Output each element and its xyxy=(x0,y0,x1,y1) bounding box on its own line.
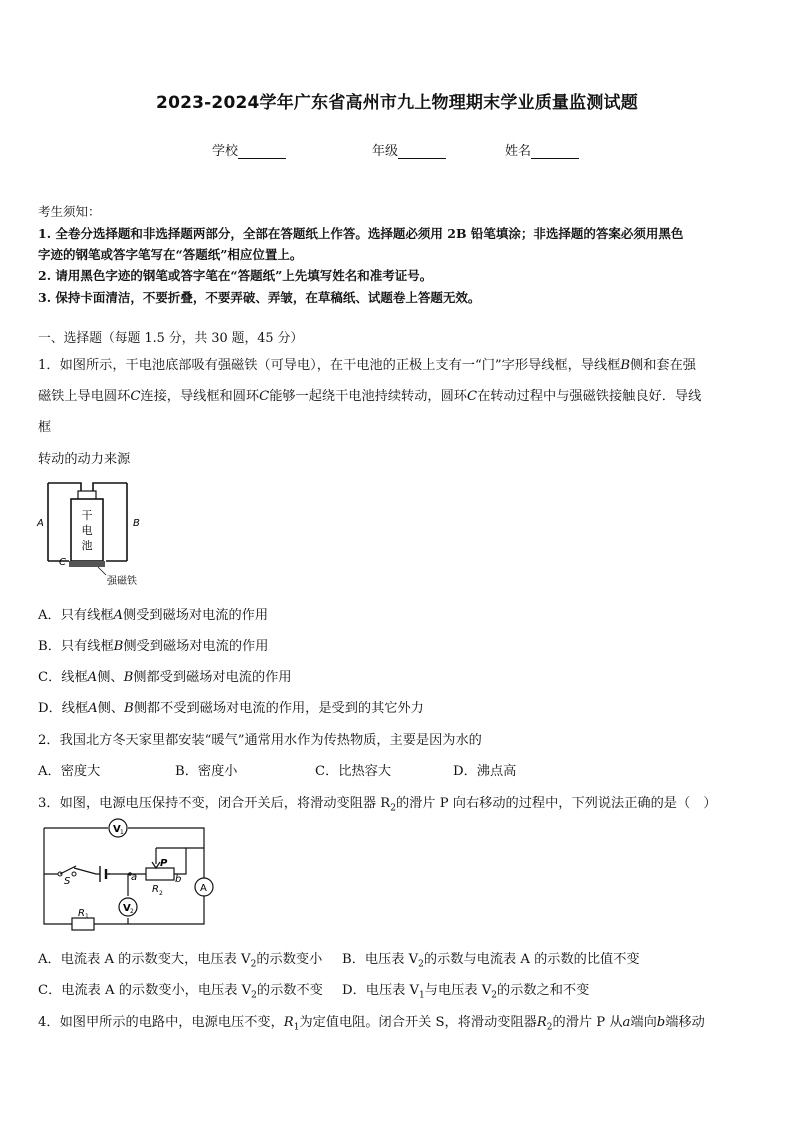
svg-text:V: V xyxy=(123,903,131,914)
label-a: A xyxy=(37,518,44,529)
name-blank[interactable] xyxy=(531,145,579,159)
q3-option-d[interactable]: D．电压表 $V_1$与电压表 $V_2$的示数之和不变 xyxy=(342,983,590,1001)
label-b: B xyxy=(133,518,140,529)
svg-text:2: 2 xyxy=(130,908,134,915)
q2-option-c[interactable]: C．比热容大 xyxy=(315,764,392,779)
q1-line-3: 框 xyxy=(38,420,52,435)
magnet-label: 强磁铁 xyxy=(107,576,137,587)
notice-line-1b: 字迹的钢笔或答字笔写在“答题纸”相应位置上。 xyxy=(38,247,303,262)
q2-option-b[interactable]: B．密度小 xyxy=(175,764,238,779)
q3-option-b[interactable]: B．电压表 $V_2$的示数与电流表 A 的示数的比值不变 xyxy=(342,952,640,970)
page-title: 2023-2024学年广东省高州市九上物理期末学业质量监测试题 xyxy=(156,93,638,113)
svg-text:A: A xyxy=(200,883,207,894)
battery-label-1: 干 xyxy=(81,509,93,522)
q3-option-a[interactable]: A．电流表 A 的示数变大，电压表 $V_2$的示数变小 xyxy=(38,952,323,970)
svg-text:R: R xyxy=(78,908,85,919)
name-field[interactable] xyxy=(505,140,579,159)
q1-option-c[interactable]: C．线框A侧、B侧都受到磁场对电流的作用 xyxy=(38,670,292,685)
resistor-r1 xyxy=(72,918,94,930)
frame-b-wire xyxy=(93,483,127,492)
q4-stem: 4．如图甲所示的电路中，电源电压不变，$R_1$为定值电阻。闭合开关 S，将滑动变阻器$R_2$的滑片 P 从a端向b端移动 xyxy=(38,1015,705,1033)
q1-option-b[interactable]: B．只有线框B侧受到磁场对电流的作用 xyxy=(38,639,269,654)
q2-stem: 2．我国北方冬天家里都安装“暖气”通常用水作为传热物质，主要是因为水的 xyxy=(38,733,482,748)
svg-text:S: S xyxy=(64,876,71,887)
q3-circuit-figure xyxy=(36,818,216,938)
battery-label-3: 池 xyxy=(81,539,93,552)
svg-text:R: R xyxy=(152,884,159,895)
q1-option-a[interactable]: A．只有线框A侧受到磁场对电流的作用 xyxy=(38,608,269,623)
grade-label: 年级 xyxy=(372,144,399,159)
q1-battery-figure xyxy=(34,478,144,590)
svg-text:1: 1 xyxy=(85,913,89,920)
notice-line-3: 3. 保持卡面清洁，不要折叠，不要弄破、弄皱，在草稿纸、试题卷上答题无效。 xyxy=(38,290,481,305)
notice-line-1: 1. 全卷分选择题和非选择题两部分，全部在答题纸上作答。选择题必须用 2B 铅笔填涂；非选择题的答案必须用黑色 xyxy=(38,226,684,241)
q2-option-a[interactable]: A．密度大 xyxy=(38,764,101,779)
grade-field[interactable] xyxy=(372,140,446,159)
svg-text:a: a xyxy=(131,872,138,883)
svg-text:1: 1 xyxy=(120,829,124,836)
q1-line-1: 1．如图所示，干电池底部吸有强磁铁（可导电），在干电池的正极上支有一“门”字形导线框，导线框B侧和套在强 xyxy=(38,358,696,373)
q3-stem: 3．如图，电源电压保持不变，闭合开关后，将滑动变阻器 $R_2$的滑片 P 向右移动的过程中，下列说法正确的是（ ） xyxy=(38,796,717,814)
frame-a-wire xyxy=(48,483,81,492)
notice-line-2: 2. 请用黑色字迹的钢笔或答字笔在“答题纸”上先填写姓名和准考证号。 xyxy=(38,268,433,283)
name-label: 姓名 xyxy=(505,144,532,159)
svg-text:2: 2 xyxy=(159,890,163,897)
notice-heading: 考生须知： xyxy=(38,204,101,219)
svg-text:V: V xyxy=(113,824,121,835)
section-heading: 一、选择题（每题 1.5 分，共 30 题，45 分） xyxy=(38,331,304,346)
q3-option-c[interactable]: C．电流表 A 的示数变小，电压表 $V_2$的示数不变 xyxy=(38,983,323,1001)
grade-blank[interactable] xyxy=(398,145,446,159)
svg-text:P: P xyxy=(160,858,168,869)
q1-line-2: 磁铁上导电圆环C连接，导线框和圆环C能够一起绕干电池持续转动，圆环C在转动过程中与强磁铁接触良好．导线 xyxy=(38,389,702,404)
rheostat-r2 xyxy=(146,868,174,880)
school-blank[interactable] xyxy=(238,145,286,159)
svg-text:b: b xyxy=(175,874,182,885)
battery-label-2: 电 xyxy=(81,524,93,537)
q1-option-d[interactable]: D．线框A侧、B侧都不受到磁场对电流的作用，是受到的其它外力 xyxy=(38,701,424,716)
q2-option-d[interactable]: D．沸点高 xyxy=(453,764,517,779)
school-label: 学校 xyxy=(212,144,239,159)
q1-line-4: 转动的动力来源 xyxy=(38,452,131,467)
magnet xyxy=(69,561,105,567)
school-field[interactable] xyxy=(212,140,286,159)
label-c: C xyxy=(59,557,66,568)
